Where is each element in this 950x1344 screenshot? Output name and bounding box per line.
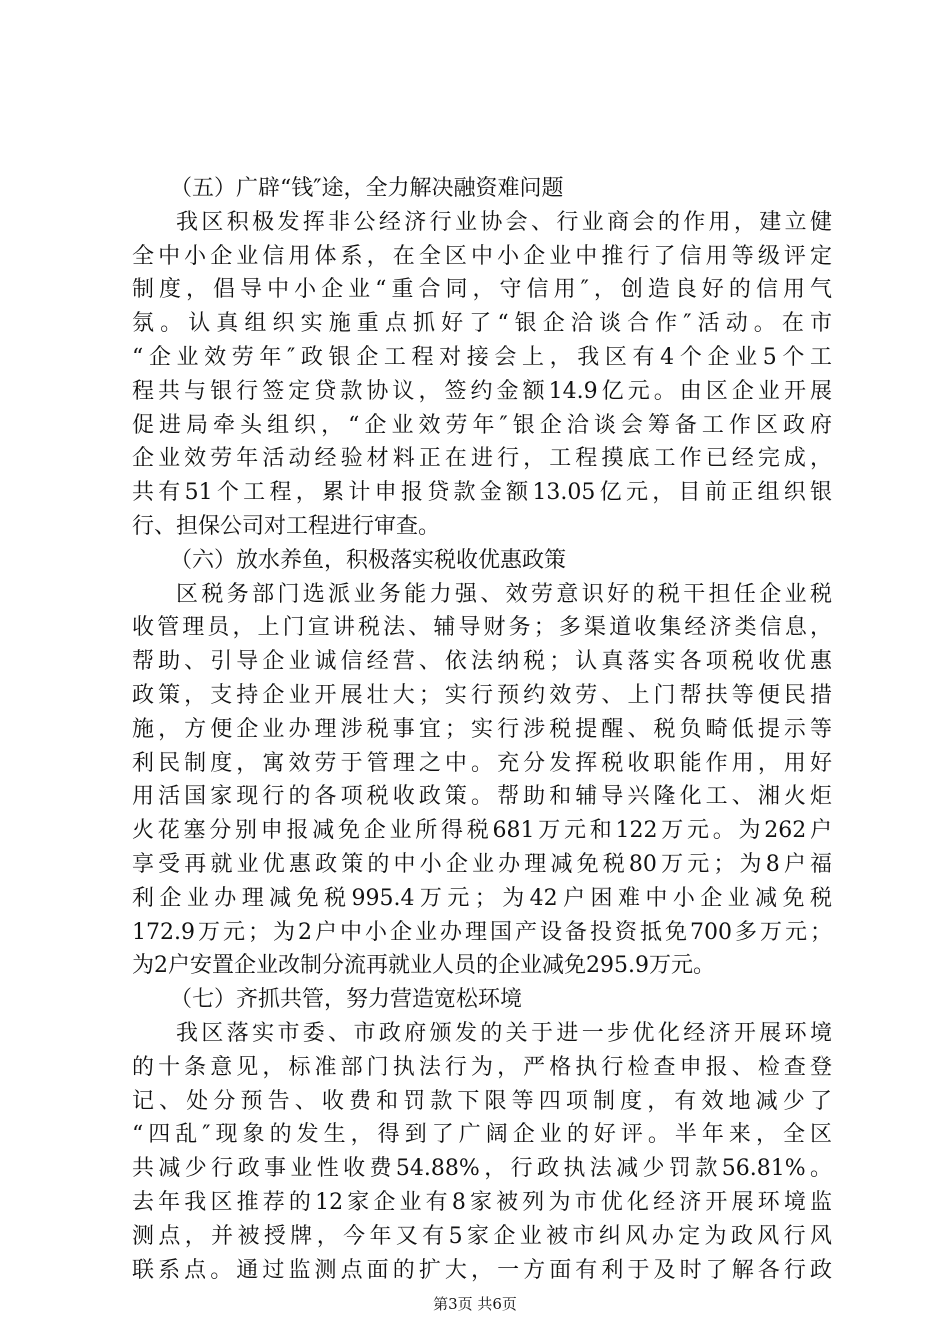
paragraph-line: 记、处分预告、收费和罚款下限等四项制度，有效地减少了 bbox=[132, 1088, 832, 1114]
paragraph-line: 施，方便企业办理涉税事宜；实行涉税提醒、税负畸低提示等 bbox=[132, 716, 832, 742]
paragraph-line: 共减少行政事业性收费54.88%，行政执法减少罚款56.81%。 bbox=[132, 1156, 832, 1182]
paragraph-line: 政策，支持企业开展壮大；实行预约效劳、上门帮扶等便民措 bbox=[132, 682, 832, 708]
paragraph-line: 全中小企业信用体系，在全区中小企业中推行了信用等级评定 bbox=[132, 243, 832, 269]
paragraph-line: 火花塞分别申报减免企业所得税681万元和122万元。为262户 bbox=[132, 818, 832, 844]
paragraph-line: 共有51个工程，累计申报贷款金额13.05亿元，目前正组织银 bbox=[132, 480, 832, 506]
paragraph-line: 利企业办理减免税995.4万元；为42户困难中小企业减免税 bbox=[132, 885, 832, 911]
paragraph-line: 我区积极发挥非公经济行业协会、行业商会的作用，建立健 bbox=[176, 209, 832, 235]
paragraph-line: 利民制度，寓效劳于管理之中。充分发挥税收职能作用，用好 bbox=[132, 750, 832, 776]
paragraph-line: 享受再就业优惠政策的中小企业办理减免税80万元；为8户福 bbox=[132, 851, 832, 877]
paragraph-line: 用活国家现行的各项税收政策。帮助和辅导兴隆化工、湘火炬 bbox=[132, 784, 832, 810]
section-heading-5: （五）广辟“钱″途，全力解决融资难问题 bbox=[170, 176, 564, 201]
paragraph-line: 行、担保公司对工程进行审查。 bbox=[132, 513, 441, 539]
paragraph-line: 制度，倡导中小企业“重合同，守信用″，创造良好的信用气 bbox=[132, 277, 832, 303]
page-number: 第3页 共6页 bbox=[433, 1295, 517, 1313]
paragraph-line: 联系点。通过监测点面的扩大，一方面有利于及时了解各行政 bbox=[132, 1257, 832, 1283]
paragraph-line: 为2户安置企业改制分流再就业人员的企业减免295.9万元。 bbox=[132, 953, 715, 979]
section-heading-7: （七）齐抓共管，努力营造宽松环境 bbox=[170, 987, 523, 1013]
paragraph-line: 收管理员，上门宣讲税法、辅导财务；多渠道收集经济类信息， bbox=[132, 615, 832, 641]
paragraph-line: 172.9万元；为2户中小企业办理国产设备投资抵免700多万元； bbox=[132, 919, 832, 945]
paragraph-line: 帮助、引导企业诚信经营、依法纳税；认真落实各项税收优惠 bbox=[132, 649, 832, 675]
paragraph-line: “四乱″现象的发生，得到了广阔企业的好评。半年来，全区 bbox=[132, 1122, 832, 1148]
paragraph-line: 区税务部门选派业务能力强、效劳意识好的税干担任企业税 bbox=[176, 581, 832, 607]
document-body bbox=[132, 172, 832, 1287]
paragraph-line: 促进局牵头组织，“企业效劳年″银企洽谈会筹备工作区政府 bbox=[132, 412, 832, 438]
paragraph-line: 企业效劳年活动经验材料正在进行，工程摸底工作已经完成， bbox=[132, 446, 832, 472]
page-footer bbox=[0, 1294, 950, 1314]
paragraph-line: 去年我区推荐的12家企业有8家被列为市优化经济开展环境监 bbox=[132, 1189, 832, 1215]
paragraph-line: “企业效劳年″政银企工程对接会上，我区有4个企业5个工 bbox=[132, 344, 832, 370]
paragraph-line: 我区落实市委、市政府颁发的关于进一步优化经济开展环境 bbox=[176, 1020, 832, 1046]
paragraph-line: 氛。认真组织实施重点抓好了“银企洽谈合作″活动。在市 bbox=[132, 311, 832, 337]
section-heading-6: （六）放水养鱼，积极落实税收优惠政策 bbox=[170, 547, 567, 573]
paragraph-line: 程共与银行签定贷款协议，签约金额14.9亿元。由区企业开展 bbox=[132, 378, 832, 404]
paragraph-line: 测点，并被授牌，今年又有5家企业被市纠风办定为政风行风 bbox=[132, 1223, 832, 1249]
paragraph-line: 的十条意见，标准部门执法行为，严格执行检查申报、检查登 bbox=[132, 1054, 832, 1080]
